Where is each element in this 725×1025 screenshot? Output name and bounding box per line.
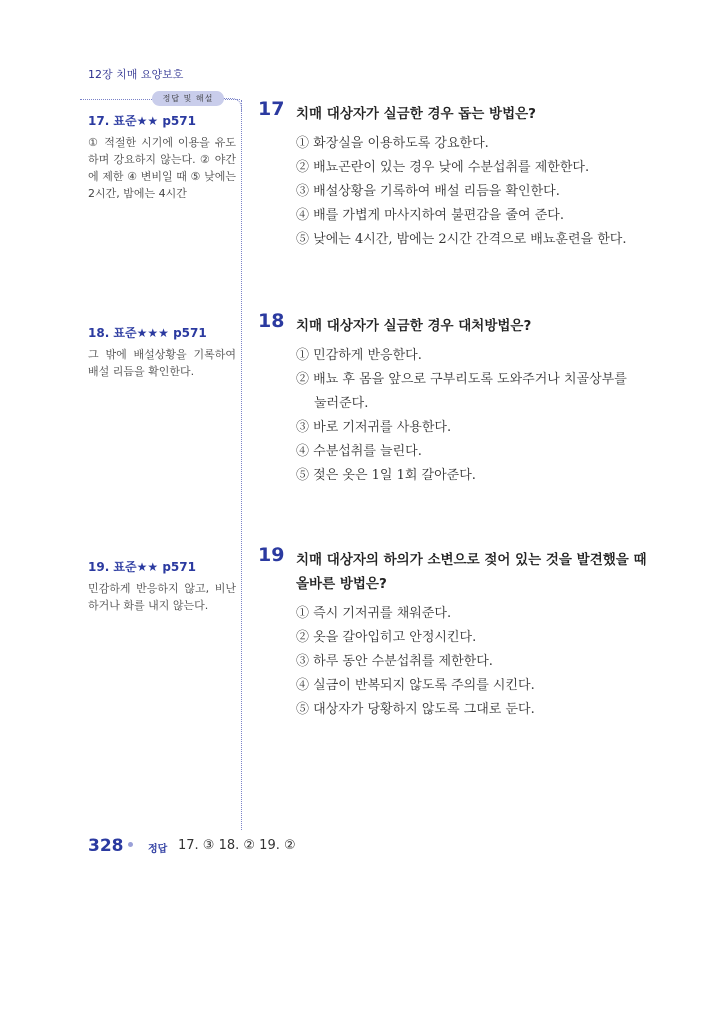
explanation-title: 19. 표준★★ p571 [88,560,196,574]
answer-key: 17. ③ 18. ② 19. ② [178,838,296,853]
answer-explanation-badge: 정답 및 해설 [152,91,224,106]
question-19 [258,544,658,722]
page-number: 328 [88,836,124,856]
option-3: ③ 바로 기저귀를 사용한다. [296,420,452,435]
option-3: ③ 배설상황을 기록하여 배설 리듬을 확인한다. [296,184,560,199]
option-5: ⑤ 낮에는 4시간, 밤에는 2시간 간격으로 배뇨훈련을 한다. [296,232,627,247]
question-number: 17 [258,98,285,120]
options-list [296,132,658,252]
option-2: ② 배뇨곤란이 있는 경우 낮에 수분섭취를 제한한다. [296,160,590,175]
explanation-title: 18. 표준★★★ p571 [88,326,207,340]
question-number: 18 [258,310,285,332]
option-3: ③ 하루 동안 수분섭취를 제한한다. [296,654,493,669]
option-1: ① 즉시 기저귀를 채워준다. [296,606,452,621]
column-divider [241,100,242,830]
explanation-title: 17. 표준★★ p571 [88,114,196,128]
option-5: ⑤ 젖은 옷은 1일 1회 갈아준다. [296,468,476,483]
question-text: 치매 대상자의 하의가 소변으로 젖어 있는 것을 발견했을 때 올바른 방법은? [296,552,647,592]
explanation-text: 그 밖에 배설상황을 기록하여 배설 리듬을 확인한다. [88,348,236,378]
explanation-17 [88,112,236,202]
option-2: ② 옷을 갈아입히고 안정시킨다. [296,630,477,645]
explanation-text: ① 적절한 시기에 이용을 유도하며 강요하지 않는다. ② 야간에 제한 ④ 변비일 때 ⑤ 낮에는 2시간, 밤에는 4시간 [88,136,236,200]
question-text: 치매 대상자가 실금한 경우 대처방법은? [296,318,532,334]
chapter-header: 12장 치매 요양보호 [88,68,184,81]
option-2: ② 배뇨 후 몸을 앞으로 구부리도록 도와주거나 치골상부를 [296,372,627,387]
option-5: ⑤ 대상자가 당황하지 않도록 그대로 둔다. [296,702,535,717]
option-1: ① 민감하게 반응한다. [296,348,422,363]
options-list [296,344,658,488]
explanation-18 [88,324,236,380]
question-18 [258,310,658,488]
explanation-19 [88,558,236,614]
explanation-text: 민감하게 반응하지 않고, 비난하거나 화를 내지 않는다. [88,582,236,612]
answer-label: 정답 [148,844,168,855]
footer-dot [128,842,133,847]
option-4: ④ 배를 가볍게 마사지하여 불편감을 줄여 준다. [296,208,564,223]
option-1: ① 화장실을 이용하도록 강요한다. [296,136,489,151]
option-2-continued: 눌러준다. [314,396,369,411]
question-number: 19 [258,544,285,566]
options-list [296,602,658,722]
question-17 [258,98,658,252]
question-text: 치매 대상자가 실금한 경우 돕는 방법은? [296,106,536,122]
option-4: ④ 수분섭취를 늘린다. [296,444,422,459]
option-4: ④ 실금이 반복되지 않도록 주의를 시킨다. [296,678,535,693]
